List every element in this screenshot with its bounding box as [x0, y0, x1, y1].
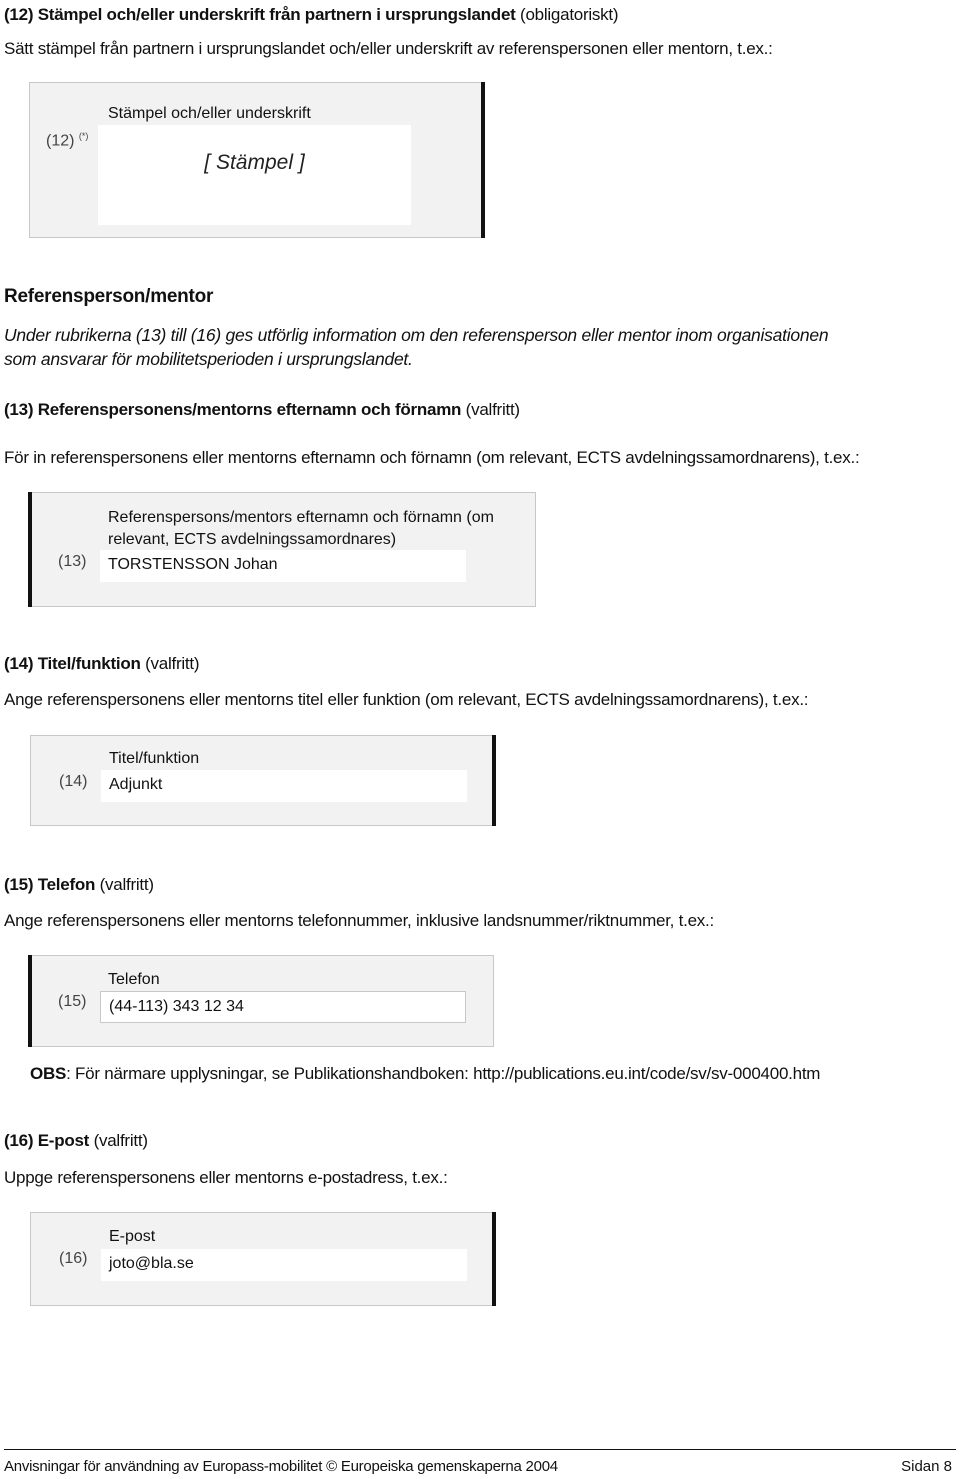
- section-13-intro: För in referenspersonens eller mentorns efternamn och förnamn (om relevant, ECTS avdelningssamordnarens), t.ex.:: [4, 448, 860, 467]
- phone-box-label: Telefon: [108, 971, 160, 988]
- section-16-intro: Uppge referenspersonens eller mentorns e-postadress, t.ex.:: [4, 1168, 448, 1187]
- phone-field[interactable]: (44-113) 343 12 34: [100, 991, 466, 1023]
- name-box-label-line2: relevant, ECTS avdelningssamordnares): [108, 531, 397, 548]
- name-field[interactable]: TORSTENSSON Johan: [100, 550, 466, 582]
- phone-box: [30, 955, 494, 1047]
- obs-note: [30, 1063, 820, 1085]
- stamp-box-number-text: (12): [46, 132, 75, 150]
- section-14-title-note: (valfritt): [140, 654, 200, 673]
- title-box-right-bar: [492, 735, 496, 826]
- section-12-intro: Sätt stämpel från partnern i ursprungslandet och/eller underskrift av referenspersonen eller mentorn, t.ex.:: [4, 39, 773, 58]
- section-15-intro: Ange referenspersonens eller mentorns telefonnummer, inklusive landsnummer/riktnummer, t.ex.:: [4, 911, 714, 930]
- section-12-title: [4, 4, 618, 26]
- section-15-title-note: (valfritt): [95, 875, 154, 894]
- phone-box-number: (15): [58, 993, 87, 1010]
- section-15-title: [4, 874, 154, 896]
- section-13-title-note: (valfritt): [461, 400, 520, 419]
- name-box: [30, 492, 536, 607]
- section-12-title-note: (obligatoriskt): [515, 5, 619, 24]
- section-16-title: [4, 1130, 148, 1152]
- reference-intro-line2: som ansvarar för mobilitetsperioden i ursprungslandet.: [4, 349, 413, 369]
- email-box-number: (16): [59, 1250, 88, 1267]
- email-box-label: E-post: [109, 1228, 156, 1245]
- stamp-box: [29, 82, 481, 238]
- reference-heading: Referensperson/mentor: [4, 286, 214, 307]
- name-box-left-bar: [28, 492, 32, 607]
- section-13-title: [4, 399, 520, 421]
- title-box-number: (14): [59, 773, 88, 790]
- section-14-intro: Ange referenspersonens eller mentorns titel eller funktion (om relevant, ECTS avdelningssamordnarens), t.ex.:: [4, 690, 809, 709]
- title-box: [30, 735, 492, 826]
- title-box-label: Titel/funktion: [109, 750, 200, 767]
- section-16-title-bold: (16) E-post: [4, 1131, 90, 1150]
- email-box: [30, 1212, 492, 1306]
- footer-page-number: Sidan 8: [901, 1458, 952, 1475]
- stamp-box-label: Stämpel och/eller underskrift: [108, 105, 311, 122]
- stamp-box-number-sup: (*): [78, 131, 89, 141]
- name-box-number: (13): [58, 553, 87, 570]
- obs-text: : För närmare upplysningar, se Publikationshandboken: http://publications.eu.int/code/sv/sv-000400.htm: [66, 1064, 821, 1083]
- stamp-box-right-bar: [481, 82, 485, 238]
- section-16-title-note: (valfritt): [89, 1131, 148, 1150]
- email-box-right-bar: [492, 1212, 496, 1306]
- section-14-title-bold: (14) Titel/funktion: [4, 654, 141, 673]
- footer-rule: [4, 1449, 956, 1450]
- phone-box-left-bar: [28, 955, 32, 1047]
- section-12-title-bold: (12) Stämpel och/eller underskrift från partnern i ursprungslandet: [4, 5, 516, 24]
- title-field[interactable]: Adjunkt: [101, 770, 467, 802]
- obs-label: OBS: [30, 1064, 67, 1083]
- section-15-title-bold: (15) Telefon: [4, 875, 96, 894]
- email-field[interactable]: joto@bla.se: [101, 1249, 467, 1281]
- stamp-field[interactable]: [ Stämpel ]: [98, 125, 411, 225]
- footer-left: Anvisningar för användning av Europass-mobilitet © Europeiska gemenskaperna 2004: [4, 1458, 558, 1475]
- section-13-title-bold: (13) Referenspersonens/mentorns efternamn och förnamn: [4, 400, 462, 419]
- reference-intro-line1: Under rubrikerna (13) till (16) ges utförlig information om den referensperson eller mentor inom organisationen: [4, 325, 829, 345]
- section-14-title: [4, 653, 199, 675]
- name-box-label-line1: Referenspersons/mentors efternamn och förnamn (om: [108, 509, 494, 526]
- stamp-box-number: [46, 131, 88, 150]
